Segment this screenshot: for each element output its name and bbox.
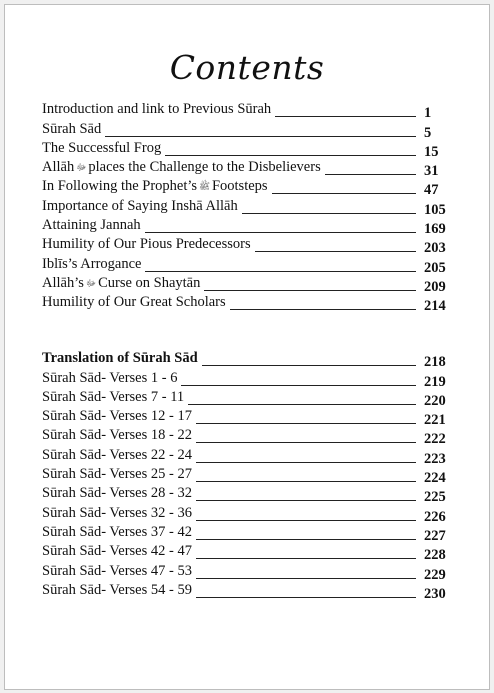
toc-label-part: Allāh <box>42 159 75 176</box>
toc-label-part: Curse on Shaytān <box>98 274 201 291</box>
toc-entry[interactable] <box>42 137 452 160</box>
toc-entry[interactable] <box>42 252 452 276</box>
toc-entry-label: Sūrah Sād- Verses 22 - 24 <box>42 446 192 463</box>
honorific-glyph-icon: ﷺ <box>199 181 210 192</box>
toc-entry-label: Sūrah Sād- Verses 12 - 17 <box>42 408 192 425</box>
toc-page-number: 219 <box>424 373 446 390</box>
toc-entry[interactable] <box>42 501 452 525</box>
toc-page-number: 220 <box>424 392 446 409</box>
toc-entry-label <box>42 159 325 175</box>
toc-entry[interactable] <box>42 405 452 429</box>
toc-page-number: 226 <box>424 508 446 525</box>
toc-page-number: 222 <box>424 431 446 448</box>
toc-page-number: 230 <box>424 585 446 602</box>
toc-entry-label: Translation of Sūrah Sād <box>42 350 198 367</box>
toc-page-number: 224 <box>424 470 446 487</box>
toc-entry-label: Humility of Our Pious Predecessors <box>42 236 251 253</box>
toc-label-part: places the Challenge to the Disbelievers <box>88 159 321 176</box>
toc-entry-label: Iblīs’s Arrogance <box>42 255 142 272</box>
toc-entry-label: Sūrah Sād- Verses 25 - 27 <box>42 466 192 483</box>
toc-page-number: 1 <box>424 105 432 122</box>
toc-entry-label: Attaining Jannah <box>42 217 141 234</box>
toc-entry-label: Sūrah Sād- Verses 54 - 59 <box>42 581 192 598</box>
toc-entry-label: Sūrah Sād- Verses 18 - 22 <box>42 427 192 444</box>
toc-entry-label <box>42 275 204 291</box>
toc-section-chapters <box>42 98 452 315</box>
toc-label-part: Allāh’s <box>42 274 84 291</box>
toc-heading-entry[interactable] <box>42 347 452 371</box>
toc-page-number: 5 <box>424 124 432 141</box>
toc-entry-label: Introduction and link to Previous Sūrah <box>42 101 272 118</box>
toc-entry[interactable] <box>42 386 452 409</box>
toc-entry[interactable] <box>42 540 452 564</box>
toc-entry[interactable] <box>42 98 452 122</box>
toc-page-number: 15 <box>424 143 439 160</box>
honorific-glyph-icon: ﷻ <box>76 162 87 173</box>
toc-page-number: 209 <box>424 278 446 295</box>
toc-page-number: 227 <box>424 527 446 544</box>
toc-entry[interactable] <box>42 291 452 315</box>
toc-entry[interactable] <box>42 559 452 583</box>
toc-page-number: 169 <box>424 221 446 238</box>
toc-page-number: 229 <box>424 566 446 583</box>
toc-page-number: 214 <box>424 298 446 315</box>
toc-entry-label: Sūrah Sād- Verses 32 - 36 <box>42 504 192 521</box>
toc-page-number: 223 <box>424 450 446 467</box>
toc-entry[interactable] <box>42 156 452 180</box>
toc-page-number: 218 <box>424 354 446 371</box>
toc-page-number: 225 <box>424 489 446 506</box>
toc-entry[interactable] <box>42 579 452 602</box>
toc-label-part: In Following the Prophet’s <box>42 178 198 195</box>
toc-entry-label: Importance of Saying Inshā Allāh <box>42 197 238 214</box>
toc-entry[interactable] <box>42 214 452 238</box>
toc-section-translation <box>42 347 452 602</box>
toc-entry-label: Sūrah Sād- Verses 47 - 53 <box>42 562 192 579</box>
toc-entry[interactable] <box>42 521 452 544</box>
toc-entry-label <box>42 178 272 194</box>
toc-entry[interactable] <box>42 443 452 467</box>
toc-entry[interactable] <box>42 175 452 199</box>
toc-entry[interactable] <box>42 194 452 218</box>
toc-page-number: 203 <box>424 240 446 257</box>
toc-entry[interactable] <box>42 424 452 448</box>
toc-entry[interactable] <box>42 117 452 141</box>
toc-page-number: 47 <box>424 182 439 199</box>
toc-entry[interactable] <box>42 233 452 257</box>
toc-entry-label: Sūrah Sād- Verses 42 - 47 <box>42 543 192 560</box>
toc-entry[interactable] <box>42 272 452 295</box>
toc-entry[interactable] <box>42 366 452 390</box>
toc-page-number: 205 <box>424 259 446 276</box>
honorific-glyph-icon: ﷻ <box>85 277 97 288</box>
toc-entry-label: Sūrah Sād <box>42 120 102 137</box>
toc-entry-label: Sūrah Sād- Verses 7 - 11 <box>42 388 185 405</box>
toc-entry-label: Humility of Our Great Scholars <box>42 294 226 311</box>
toc-entry-label: Sūrah Sād- Verses 37 - 42 <box>42 523 192 540</box>
toc-leader-line <box>230 309 416 310</box>
toc-entry-label: Sūrah Sād- Verses 28 - 32 <box>42 485 192 502</box>
toc-label-part: Footsteps <box>211 178 268 195</box>
toc-entry[interactable] <box>42 463 452 487</box>
toc-entry[interactable] <box>42 482 452 506</box>
toc-page-number: 221 <box>424 412 446 429</box>
toc-page-number: 105 <box>424 201 446 218</box>
toc-entry-label: The Successful Frog <box>42 139 162 156</box>
toc-entry-label: Sūrah Sād- Verses 1 - 6 <box>42 369 178 386</box>
toc-page-number: 228 <box>424 547 446 564</box>
toc-leader-line <box>196 597 416 598</box>
page-title: Contents <box>169 48 325 87</box>
toc-page-number: 31 <box>424 163 439 180</box>
